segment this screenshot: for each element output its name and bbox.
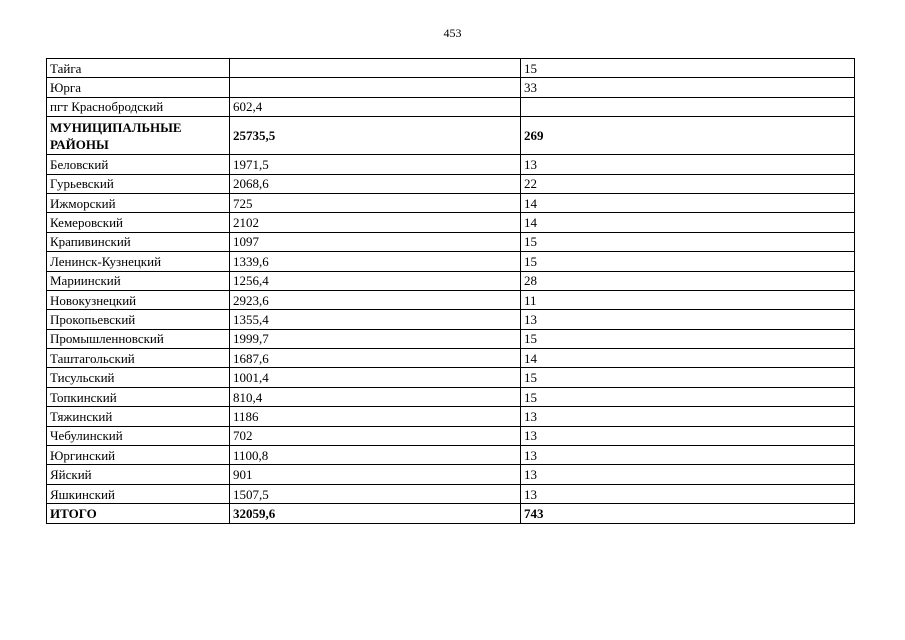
row-count: 28: [521, 271, 855, 290]
row-area: 1339,6: [230, 252, 521, 271]
row-count: 15: [521, 368, 855, 387]
row-count: 743: [521, 504, 855, 523]
row-area: 32059,6: [230, 504, 521, 523]
section-row-municipal-districts: [47, 117, 855, 155]
row-count: 13: [521, 155, 855, 174]
row-count: 15: [521, 59, 855, 78]
row-name: Тисульский: [47, 368, 230, 387]
row-name: Тяжинский: [47, 407, 230, 426]
row-count: 13: [521, 426, 855, 445]
row-count: 13: [521, 310, 855, 329]
row-name: Топкинский: [47, 387, 230, 406]
row-name: Крапивинский: [47, 232, 230, 251]
total-row: [47, 504, 855, 523]
table-row: [47, 465, 855, 484]
table-row: [47, 349, 855, 368]
row-name: пгт Краснобродский: [47, 97, 230, 116]
row-area: 810,4: [230, 387, 521, 406]
row-name: Кемеровский: [47, 213, 230, 232]
table-row: [47, 97, 855, 116]
row-area: 1186: [230, 407, 521, 426]
row-area: 1100,8: [230, 446, 521, 465]
row-name: Яйский: [47, 465, 230, 484]
row-name: Таштагольский: [47, 349, 230, 368]
row-area: 901: [230, 465, 521, 484]
row-area: 2102: [230, 213, 521, 232]
row-count: 15: [521, 329, 855, 348]
table-row: [47, 446, 855, 465]
row-area: 1971,5: [230, 155, 521, 174]
row-area: 1687,6: [230, 349, 521, 368]
row-name: Юрга: [47, 78, 230, 97]
row-area: 1507,5: [230, 484, 521, 503]
row-area: [230, 59, 521, 78]
row-count: 13: [521, 465, 855, 484]
table-row: [47, 193, 855, 212]
row-count: 15: [521, 387, 855, 406]
row-area: 1097: [230, 232, 521, 251]
row-count: 14: [521, 349, 855, 368]
row-name: Юргинский: [47, 446, 230, 465]
row-count: 14: [521, 213, 855, 232]
row-count: 13: [521, 407, 855, 426]
data-table: [46, 58, 855, 524]
row-count: [521, 97, 855, 116]
table-row: [47, 387, 855, 406]
table-row: [47, 368, 855, 387]
row-name: Беловский: [47, 155, 230, 174]
row-area: [230, 78, 521, 97]
table-row: [47, 174, 855, 193]
row-count: 22: [521, 174, 855, 193]
row-count: 11: [521, 290, 855, 309]
row-area: 1355,4: [230, 310, 521, 329]
table-row: [47, 407, 855, 426]
row-name: Чебулинский: [47, 426, 230, 445]
table-row: [47, 155, 855, 174]
table-row: [47, 78, 855, 97]
table-row: [47, 329, 855, 348]
table-row: [47, 290, 855, 309]
table-row: [47, 232, 855, 251]
row-name: Гурьевский: [47, 174, 230, 193]
table-row: [47, 310, 855, 329]
table-row: [47, 213, 855, 232]
row-count: 13: [521, 484, 855, 503]
row-area: 1001,4: [230, 368, 521, 387]
row-count: 269: [521, 117, 855, 155]
row-name: Яшкинский: [47, 484, 230, 503]
table-row: [47, 271, 855, 290]
row-count: 15: [521, 232, 855, 251]
row-area: 2068,6: [230, 174, 521, 193]
table-row: [47, 252, 855, 271]
row-name: Промышленновский: [47, 329, 230, 348]
row-name: Тайга: [47, 59, 230, 78]
row-area: 725: [230, 193, 521, 212]
table-row: [47, 59, 855, 78]
row-area: 2923,6: [230, 290, 521, 309]
row-area: 602,4: [230, 97, 521, 116]
table-row: [47, 426, 855, 445]
row-count: 15: [521, 252, 855, 271]
row-name: Новокузнецкий: [47, 290, 230, 309]
row-name: ИТОГО: [47, 504, 230, 523]
row-name: Мариинский: [47, 271, 230, 290]
page-number: 453: [443, 26, 462, 40]
row-area: 1999,7: [230, 329, 521, 348]
row-area: 702: [230, 426, 521, 445]
table-row: [47, 484, 855, 503]
row-count: 33: [521, 78, 855, 97]
row-name: Ленинск-Кузнецкий: [47, 252, 230, 271]
row-count: 14: [521, 193, 855, 212]
row-count: 13: [521, 446, 855, 465]
row-name: Прокопьевский: [47, 310, 230, 329]
row-name: МУНИЦИПАЛЬНЫЕ РАЙОНЫ: [47, 117, 230, 155]
row-name: Ижморский: [47, 193, 230, 212]
row-area: 25735,5: [230, 117, 521, 155]
row-area: 1256,4: [230, 271, 521, 290]
